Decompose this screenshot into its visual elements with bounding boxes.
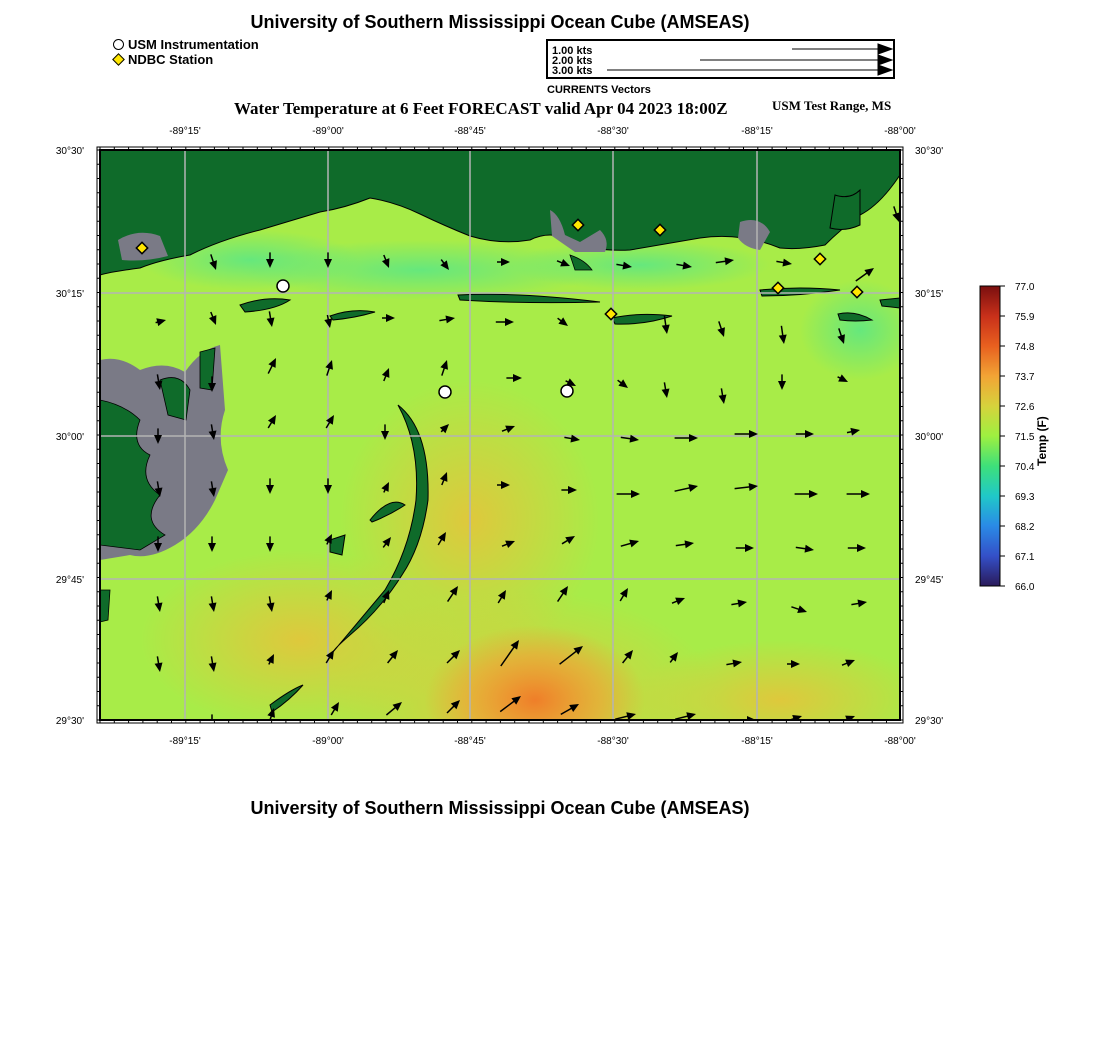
lon-label: -88°15' — [741, 736, 773, 747]
lat-label: 30°15' — [915, 289, 944, 300]
lon-label: -88°15' — [741, 126, 773, 137]
colorbar-tick-label: 70.4 — [1015, 462, 1035, 473]
lon-label: -89°15' — [169, 736, 201, 747]
range-label: USM Test Range, MS — [772, 98, 892, 113]
legend-usm-label: USM Instrumentation — [128, 37, 259, 52]
latitude-labels-right — [915, 146, 943, 727]
colorbar-tick-label: 66.0 — [1015, 582, 1035, 593]
colorbar-tick-label: 72.6 — [1015, 402, 1035, 413]
colorbar-tick-label: 74.8 — [1015, 342, 1035, 353]
lon-label: -89°15' — [169, 126, 201, 137]
temperature-field — [100, 150, 930, 810]
map-title: University of Southern Mississippi Ocean Cube (AMSEAS) — [250, 12, 750, 32]
colorbar-tick-label: 77.0 — [1015, 282, 1035, 293]
usm-instrument-marker — [439, 386, 451, 398]
colorbar — [980, 282, 1035, 593]
lat-label: 30°15' — [55, 289, 84, 300]
usm-instrument-marker — [561, 385, 573, 397]
lon-label: -88°30' — [597, 126, 629, 137]
longitude-labels-bottom — [169, 736, 916, 747]
lon-label: -89°00' — [312, 736, 344, 747]
lon-label: -88°30' — [597, 736, 629, 747]
lat-label: 30°00' — [915, 432, 944, 443]
lon-label: -88°00' — [884, 736, 916, 747]
vector-scale-row-3: 3.00 kts — [552, 65, 593, 77]
lat-label: 30°30' — [55, 146, 84, 157]
usm-instrument-marker — [277, 280, 289, 292]
footer-title: University of Southern Mississippi Ocean Cube (AMSEAS) — [250, 798, 750, 818]
legend-ndbc-label: NDBC Station — [128, 52, 214, 67]
vector-scale-row-2: 2.00 kts — [552, 55, 593, 67]
lat-label: 29°45' — [915, 575, 944, 586]
lon-label: -88°45' — [454, 736, 486, 747]
lat-label: 30°00' — [55, 432, 84, 443]
latitude-labels-left — [56, 146, 84, 727]
lat-label: 30°30' — [915, 146, 944, 157]
colorbar-tick-label: 69.3 — [1015, 492, 1035, 503]
vector-scale-arrows — [607, 44, 892, 75]
lat-label: 29°45' — [55, 575, 84, 586]
lon-label: -88°00' — [884, 126, 916, 137]
colorbar-tick-label: 75.9 — [1015, 312, 1035, 323]
longitude-labels-top — [169, 126, 916, 137]
lon-label: -89°00' — [312, 126, 344, 137]
vector-legend-caption: CURRENTS Vectors — [547, 84, 651, 96]
colorbar-title: Temp (F) — [1035, 416, 1049, 466]
colorbar-tick-label: 67.1 — [1015, 552, 1035, 563]
lat-label: 29°30' — [55, 716, 84, 727]
colorbar-tick-label: 71.5 — [1015, 432, 1035, 443]
lon-label: -88°45' — [454, 126, 486, 137]
forecast-subtitle: Water Temperature at 6 Feet FORECAST valid Apr 04 2023 18:00Z — [234, 99, 728, 118]
vector-scale-row-1: 1.00 kts — [552, 45, 593, 57]
colorbar-tick-label: 68.2 — [1015, 522, 1035, 533]
lat-label: 29°30' — [915, 716, 944, 727]
colorbar-tick-label: 73.7 — [1015, 372, 1035, 383]
